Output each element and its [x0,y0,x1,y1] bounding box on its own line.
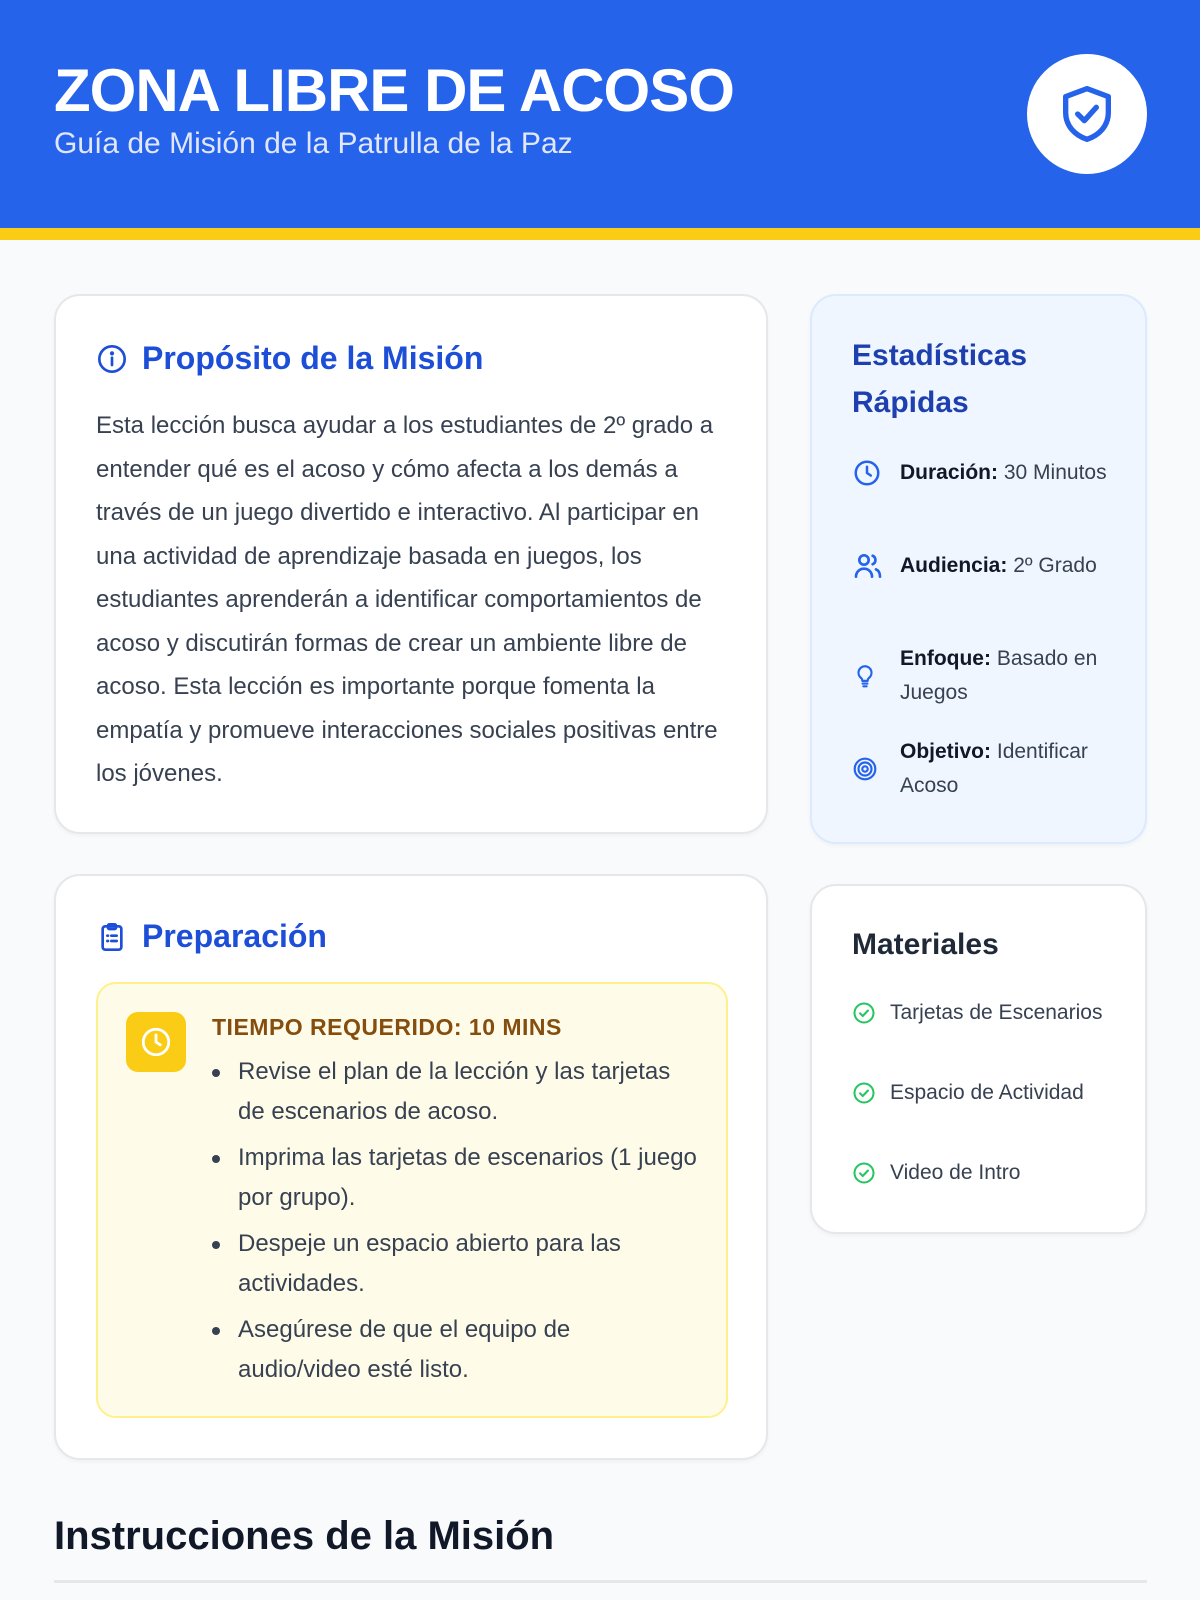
quick-stats-card [810,294,1147,844]
time-required-label: TIEMPO REQUERIDO: 10 MINS [212,1014,562,1040]
page-subtitle: Guía de Misión de la Patrulla de la Paz [54,127,573,160]
list-item: Asegúrese de que el equipo de audio/video esté listo. [238,1310,698,1390]
purpose-text: Esta lección busca ayudar a los estudiantes de 2º grado a entender qué es el acoso y cómo afecta a los demás a través de un juego divertido e interactivo. Al participar en una actividad de aprendizaje basada en juegos, los estudiantes aprenderán a identificar comportamientos de acoso y discutirán formas de crear un ambiente libre de acoso. Esta lección es importante porque fomenta la empatía y promueve interacciones sociales positivas entre los jóvenes. [96,412,718,787]
stat-focus [852,642,1132,710]
clipboard-icon [96,921,128,953]
stat-duration [852,456,1132,490]
check-circle-icon [852,1161,876,1185]
list-item [852,1156,1112,1189]
header-badge [1027,54,1147,174]
preparation-heading [96,918,327,955]
purpose-card [54,294,768,834]
material-label: Tarjetas de Escenarios [890,1001,1103,1024]
preparation-title: Preparación [142,918,327,954]
purpose-heading [96,340,483,377]
stat-label: Objetivo: [900,740,992,763]
preparation-card [54,874,768,1460]
header-stripe [0,228,1200,240]
materials-title: Materiales [852,928,999,961]
stat-value: Identificar Acoso [900,740,1088,797]
stat-value: Basado en Juegos [900,647,1098,704]
page-header [0,0,1200,228]
purpose-title: Propósito de la Misión [142,340,484,376]
users-icon [852,550,884,582]
preparation-list [238,1052,698,1396]
page-title: ZONA LIBRE DE ACOSO [54,57,734,124]
list-item: Despeje un espacio abierto para las actividades. [238,1224,698,1304]
stat-label: Enfoque: [900,647,991,670]
list-item [852,996,1112,1029]
stat-label: Audiencia: [900,554,1008,577]
list-item: Revise el plan de la lección y las tarjetas de escenarios de acoso. [238,1052,698,1132]
target-icon [852,756,878,782]
lightbulb-icon [852,663,878,689]
stat-value: 30 Minutos [1003,461,1107,484]
stat-audience [852,549,1132,583]
clock-icon [852,458,882,488]
clock-icon [139,1025,173,1059]
preparation-callout [96,982,728,1418]
check-circle-icon [852,1001,876,1025]
prep-clock-badge [126,1012,186,1072]
instructions-title: Instrucciones de la Misión [54,1514,555,1558]
list-item [852,1076,1112,1109]
shield-check-icon [1055,82,1119,146]
section-divider [54,1580,1147,1583]
stat-objective [852,735,1132,803]
material-label: Espacio de Actividad [890,1081,1084,1104]
list-item: Imprima las tarjetas de escenarios (1 juego por grupo). [238,1138,698,1218]
material-label: Video de Intro [890,1161,1021,1184]
materials-card [810,884,1147,1234]
stats-title: Estadísticas Rápidas [852,339,1028,419]
stat-value: 2º Grado [1013,554,1097,577]
stat-label: Duración: [900,461,999,484]
info-icon [96,343,128,375]
check-circle-icon [852,1081,876,1105]
